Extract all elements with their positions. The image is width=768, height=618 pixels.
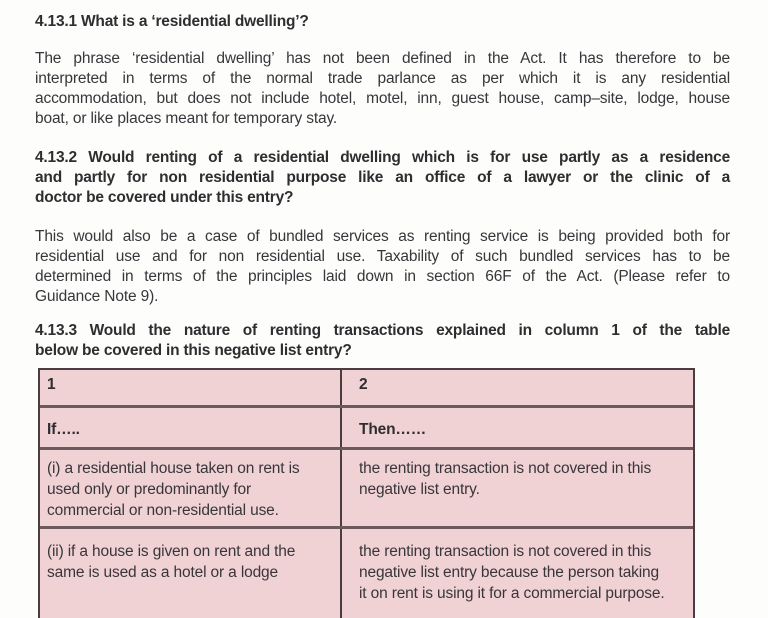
text-line: the renting transaction is not covered in this [359, 460, 652, 477]
table-if-then-row [40, 405, 693, 447]
table-if-cell [40, 408, 340, 447]
text-line: Guidance Note 9). [35, 288, 159, 305]
text-line: 4.13.2 Would renting of a residential dwelling which is for use partly as a residence [35, 149, 730, 166]
table-header-cell-column-1 [40, 370, 340, 405]
text-line: If….. [47, 421, 80, 438]
table-cell-case-2-result [340, 529, 693, 618]
text-line: residential use and for non residential use. Taxability of such bundled services has to be [35, 248, 730, 265]
section-4-13-2-heading [35, 148, 730, 208]
text-line: and partly for non residential purpose like an office of a lawyer or the clinic of a [35, 169, 730, 186]
table-cell-case-1-result [340, 450, 693, 526]
text-line: (ii) if a house is given on rent and the [47, 543, 296, 560]
text-line: it on rent is using it for a commercial purpose. [359, 585, 665, 602]
text-line: The phrase ‘residential dwelling’ has not been defined in the Act. It has therefore to be [35, 50, 730, 67]
text-line: same is used as a hotel or a lodge [47, 564, 278, 581]
text-line: 1 [47, 376, 56, 393]
text-line: doctor be covered under this entry? [35, 189, 294, 206]
table-header-cell-column-2 [340, 370, 693, 405]
text-line: determined in terms of the principles laid down in section 66F of the Act. (Please refer to [35, 268, 730, 285]
text-line: below be covered in this negative list entry? [35, 342, 352, 359]
text-line: (i) a residential house taken on rent is [47, 460, 300, 477]
text-line: 2 [359, 376, 368, 393]
section-4-13-3-heading [35, 321, 730, 361]
text-line: used only or predominantly for [47, 481, 252, 498]
table-header-row [40, 370, 693, 405]
text-line: accommodation, but does not include hotel, motel, inn, guest house, camp–site, lodge, house [35, 90, 730, 107]
section-4-13-1-heading: 4.13.1 What is a ‘residential dwelling’? [35, 13, 309, 30]
text-line: commercial or non-residential use. [47, 502, 279, 519]
text-line: negative list entry. [359, 481, 480, 498]
text-line: 4.13.3 Would the nature of renting transactions explained in column 1 of the table [35, 322, 730, 339]
text-line: negative list entry because the person taking [359, 564, 659, 581]
renting-transactions-table [38, 368, 695, 618]
table-row-case-1 [40, 447, 693, 526]
section-4-13-2-paragraph [35, 227, 730, 307]
table-cell-case-2-condition [40, 529, 340, 618]
text-line: the renting transaction is not covered in this [359, 543, 652, 560]
section-4-13-1-paragraph [35, 49, 730, 129]
text-line: boat, or like places meant for temporary stay. [35, 110, 338, 127]
table-cell-case-1-condition [40, 450, 340, 526]
table-then-cell [340, 408, 693, 447]
text-line: This would also be a case of bundled services as renting service is being provided both for [35, 228, 730, 245]
text-line: interpreted in terms of the normal trade parlance as per which it is any residential [35, 70, 730, 87]
text-line: Then…… [359, 421, 427, 438]
table-row-case-2 [40, 526, 693, 618]
